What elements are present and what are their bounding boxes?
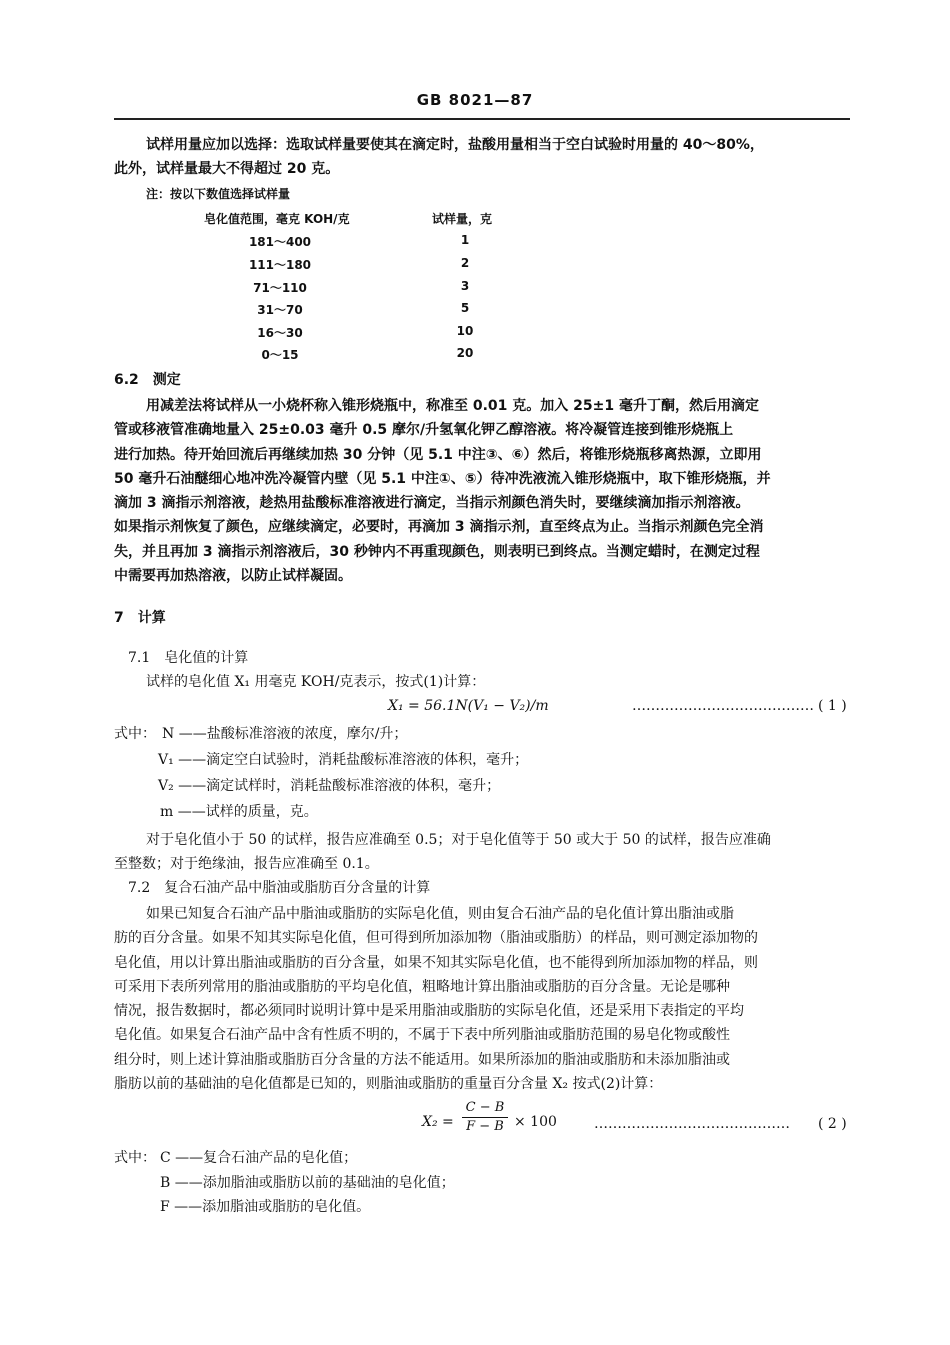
fraction-numerator: C − B [462, 1100, 508, 1118]
table-row-range: 16～30 [257, 326, 303, 340]
paragraph-line: 如果指示剂恢复了颜色，应继续滴定，必要时，再滴加 3 滴指示剂，直至终点为止。当指示剂颜色完全消 [114, 519, 764, 535]
paragraph-line: 脂肪以前的基础油的皂化值都是已知的，则脂油或脂肪的重量百分含量 X₂ 按式(2)计算： [114, 1076, 663, 1092]
paragraph-line: 管或移液管准确地量入 25±0.03 毫升 0.5 摩尔/升氢氧化钾乙醇溶液。将冷凝管连接到锥形烧瓶上 [114, 422, 734, 438]
formula-2-lhs: X₂ = [422, 1114, 454, 1130]
table-header-amount: 试样量，克 [432, 212, 493, 226]
variable-definition: N ——盐酸标准溶液的浓度，摩尔/升； [162, 726, 408, 742]
variable-definition: B ——添加脂油或脂肪以前的基础油的皂化值； [160, 1175, 455, 1191]
table-row-amount: 1 [460, 233, 470, 247]
table-row-range: 181～400 [248, 235, 312, 249]
paragraph-line: 可采用下表所列常用的脂油或脂肪的平均皂化值，粗略地计算出脂油或脂肪的百分含量。无论是哪种 [114, 979, 730, 995]
formula-2-fraction [462, 1100, 508, 1135]
paragraph-line: 进行加热。待开始回流后再继续加热 30 分钟（见 5.1 中注③、⑥）然后，将锥形烧瓶移离热源，立即用 [114, 447, 762, 463]
intro-line-1: 试样用量应加以选择：选取试样量要使其在滴定时，盐酸用量相当于空白试验时用量的 40～80%， [146, 137, 764, 153]
table-row-range: 0～15 [261, 348, 299, 362]
table-row-amount: 10 [456, 324, 474, 338]
variable-definition: C ——复合石油产品的皂化值； [160, 1150, 358, 1166]
formula-2-rhs: × 100 [514, 1114, 557, 1130]
paragraph-line: 对于皂化值小于 50 的试样，报告应准确至 0.5；对于皂化值等于 50 或大于 50 的试样，报告应准确 [146, 832, 771, 848]
table-row-range: 71～110 [253, 281, 307, 295]
table-row-amount: 20 [456, 346, 474, 360]
equation-leader: …………………………………… [594, 1116, 790, 1132]
paragraph-line: 试样的皂化值 X₁ 用毫克 KOH/克表示，按式(1)计算： [146, 674, 486, 690]
paragraph-line: 50 毫升石油醚细心地冲洗冷凝管内壁（见 5.1 中注①、⑤）待冲洗液流入锥形烧瓶中，取下锥形烧瓶，并 [114, 471, 771, 487]
table-row-amount: 3 [460, 279, 470, 293]
table-row-range: 31～70 [257, 303, 303, 317]
table-row-range: 111～180 [248, 258, 312, 272]
section-heading-7-1: 7.1 皂化值的计算 [128, 650, 249, 666]
paragraph-line: 组分时，则上述计算油脂或脂肪百分含量的方法不能适用。如果所添加的脂油或脂肪和未添加脂油或 [114, 1052, 730, 1068]
section-heading-7-2: 7.2 复合石油产品中脂油或脂肪百分含量的计算 [128, 880, 431, 896]
where-label: 式中： [114, 1150, 156, 1166]
variable-definition: V₁ ——滴定空白试验时，消耗盐酸标准溶液的体积，毫升； [158, 752, 529, 768]
variable-definition: V₂ ——滴定试样时，消耗盐酸标准溶液的体积，毫升； [158, 778, 501, 794]
table-header-range: 皂化值范围，毫克 KOH/克 [204, 212, 350, 226]
paragraph-line: 中需要再加热溶液，以防止试样凝固。 [114, 568, 352, 584]
intro-line-2: 此外，试样量最大不得超过 20 克。 [114, 161, 340, 177]
variable-definition: m ——试样的质量，克。 [160, 804, 318, 820]
note-title: 注：按以下数值选择试样量 [146, 187, 291, 201]
document-code: GB 8021—87 [416, 91, 534, 109]
section-heading-7: 7 计算 [114, 610, 166, 626]
section-heading-6-2: 6.2 测定 [114, 372, 181, 388]
table-row-amount: 5 [460, 301, 470, 315]
paragraph-line: 情况，报告数据时，都必须同时说明计算中是采用脂油或脂肪的实际皂化值，还是采用下表指定的平均 [114, 1003, 744, 1019]
table-row-amount: 2 [460, 256, 470, 270]
equation-number: ( 1 ) [818, 698, 847, 714]
header-rule [114, 118, 850, 120]
paragraph-line: 如果已知复合石油产品中脂油或脂肪的实际皂化值，则由复合石油产品的皂化值计算出脂油或脂 [146, 906, 734, 922]
paragraph-line: 皂化值，用以计算出脂油或脂肪的百分含量，如果不知其实际皂化值，也不能得到所加添加物的样品，则 [114, 955, 758, 971]
paragraph-line: 用减差法将试样从一小烧杯称入锥形烧瓶中，称准至 0.01 克。加入 25±1 毫升丁酮，然后用滴定 [146, 398, 759, 414]
variable-definition: F ——添加脂油或脂肪的皂化值。 [160, 1199, 371, 1215]
paragraph-line: 滴加 3 滴指示剂溶液，趁热用盐酸标准溶液进行滴定，当指示剂颜色消失时，要继续滴加指示剂溶液。 [114, 495, 750, 511]
formula-1: X₁ = 56.1N(V₁ − V₂)/m [388, 698, 549, 714]
paragraph-line: 皂化值。如果复合石油产品中含有性质不明的，不属于下表中所列脂油或脂肪范围的易皂化物或酸性 [114, 1027, 730, 1043]
paragraph-line: 至整数；对于绝缘油，报告应准确至 0.1。 [114, 856, 379, 872]
equation-number: ( 2 ) [818, 1116, 847, 1132]
fraction-denominator: F − B [466, 1119, 504, 1134]
equation-leader: ………………………………… [632, 698, 814, 714]
paragraph-line: 肪的百分含量。如果不知其实际皂化值，但可得到所加添加物（脂油或脂肪）的样品，则可测定添加物的 [114, 930, 758, 946]
paragraph-line: 失，并且再加 3 滴指示剂溶液后，30 秒钟内不再重现颜色，则表明已到终点。当测定蜡时，在测定过程 [114, 544, 760, 560]
where-label: 式中： [114, 726, 156, 742]
